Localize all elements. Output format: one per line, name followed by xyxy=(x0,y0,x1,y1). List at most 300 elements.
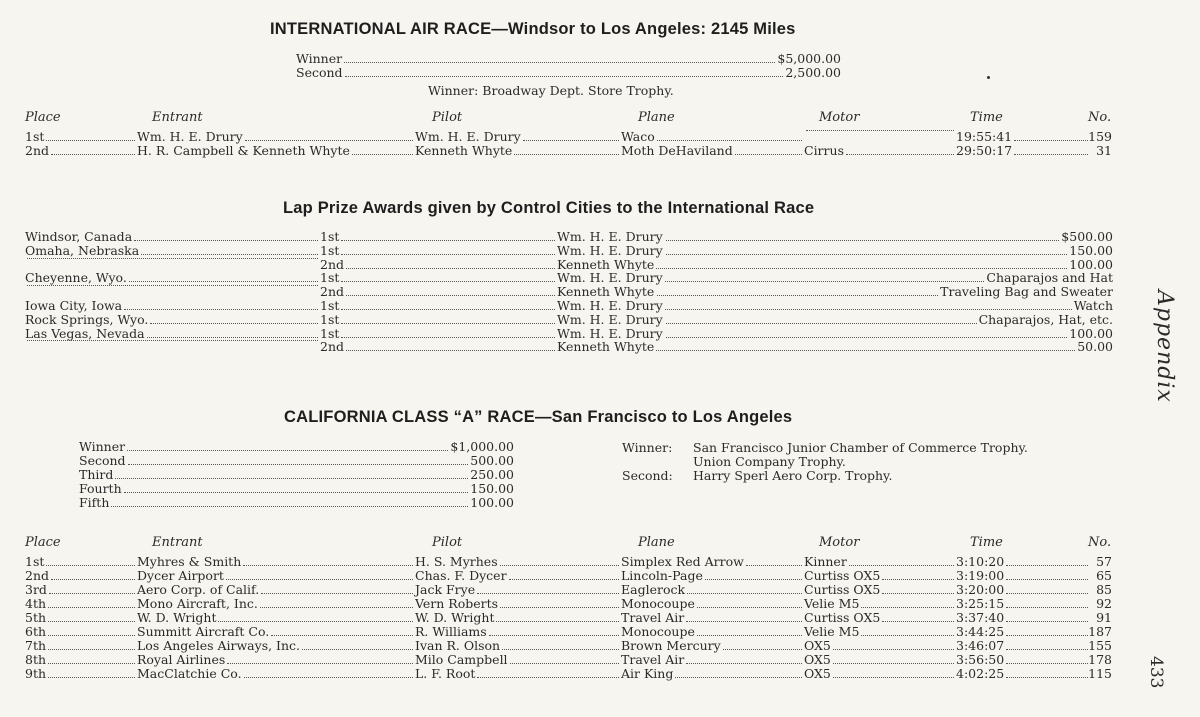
motor-text-cell xyxy=(804,597,956,611)
leader-dots xyxy=(341,337,555,338)
leader-dots xyxy=(341,254,555,255)
leader-dots xyxy=(882,593,954,594)
leader-dots xyxy=(46,565,135,566)
leader-dots xyxy=(1006,649,1088,650)
result-row xyxy=(0,569,1200,583)
leader-dots xyxy=(48,677,135,678)
leader-dots xyxy=(243,565,413,566)
leader-dots xyxy=(124,492,469,493)
city-text-cell xyxy=(25,299,320,313)
motor-text-cell xyxy=(804,653,956,667)
time-text: 4:02:25 xyxy=(956,666,1005,681)
place-text-cell xyxy=(25,583,137,597)
header-place: Place xyxy=(25,535,61,550)
time-text: 3:25:15 xyxy=(956,596,1005,611)
plane-text: Monocoupe xyxy=(621,596,695,611)
leader-dots xyxy=(675,677,802,678)
plane-text: Waco xyxy=(621,129,655,144)
place-text-cell xyxy=(320,313,557,327)
leader-dots xyxy=(46,140,135,141)
motor-text: Curtiss OX5 xyxy=(804,610,881,625)
time-text-cell xyxy=(956,667,1090,681)
place-text: 1st xyxy=(320,311,340,327)
leader-dots xyxy=(27,285,318,286)
leader-dots xyxy=(806,130,954,131)
entrant-text-cell xyxy=(137,583,415,597)
leader-dots xyxy=(218,621,413,622)
leader-dots xyxy=(27,258,318,259)
entrant-text: Myhres & Smith xyxy=(137,554,242,569)
plane-text-cell xyxy=(621,583,804,597)
place-text: 6th xyxy=(25,624,47,639)
leader-dots xyxy=(657,140,802,141)
leader-dots xyxy=(1006,579,1088,580)
place-text-cell xyxy=(25,569,137,583)
entrant-text-cell xyxy=(137,555,415,569)
prize-row xyxy=(0,66,1200,80)
header-time: Time xyxy=(970,535,1003,550)
plane-text-cell xyxy=(621,653,804,667)
no-text: 155 xyxy=(1088,638,1112,653)
leader-dots xyxy=(244,677,413,678)
leader-dots xyxy=(1014,140,1088,141)
entrant-text: W. D. Wright xyxy=(137,610,217,625)
place-text: 2nd xyxy=(25,568,50,583)
leader-dots xyxy=(227,663,413,664)
time-text: 3:56:50 xyxy=(956,652,1005,667)
trophy-text: San Francisco Junior Chamber of Commerce Trophy. xyxy=(693,440,1028,455)
place-text-cell xyxy=(320,244,557,258)
motor-text: Curtiss OX5 xyxy=(804,568,881,583)
pilot-text: Wm. H. E. Drury xyxy=(557,242,663,258)
leader-dots xyxy=(1006,593,1088,594)
leader-dots xyxy=(1006,677,1088,678)
motor-text-cell xyxy=(804,667,956,681)
entrant-text-cell xyxy=(137,144,415,158)
leader-dots xyxy=(1006,607,1088,608)
pilot-text: Wm. H. E. Drury xyxy=(557,229,663,244)
entrant-text: Mono Aircraft, Inc. xyxy=(137,596,258,611)
leader-dots xyxy=(1014,154,1088,155)
time-text-cell xyxy=(956,639,1090,653)
city-text-cell xyxy=(25,230,320,244)
leader-dots xyxy=(849,565,954,566)
city-text-cell xyxy=(25,271,320,285)
pilot-text: W. D. Wright xyxy=(415,610,495,625)
prize-label: Second xyxy=(296,65,343,80)
motor-text-cell xyxy=(804,611,956,625)
leader-dots xyxy=(686,621,802,622)
pilot-text-cell xyxy=(415,611,621,625)
leader-dots xyxy=(514,154,619,155)
pilot-text: R. Williams xyxy=(415,624,487,639)
leader-dots xyxy=(502,649,619,650)
result-row xyxy=(0,144,1200,158)
leader-dots xyxy=(124,309,318,310)
leader-dots xyxy=(115,478,468,479)
plane-text-cell xyxy=(621,625,804,639)
lap-award-text: 50.00 xyxy=(1077,339,1113,355)
time-text-cell xyxy=(956,555,1090,569)
leader-dots xyxy=(346,268,555,269)
entrant-text: Los Angeles Airways, Inc. xyxy=(137,638,301,653)
pilot-text: Kenneth Whyte xyxy=(557,339,655,355)
entrant-text-cell xyxy=(137,653,415,667)
time-text-cell xyxy=(956,583,1090,597)
calif-table-header xyxy=(0,536,1200,550)
lap-award-text: Chaparajos and Hat xyxy=(986,270,1113,286)
pilot-text-cell xyxy=(415,569,621,583)
entrant-text: Royal Airlines xyxy=(137,652,226,667)
leader-dots xyxy=(697,635,802,636)
prize-amount: $5,000.00 xyxy=(777,51,841,66)
header-plane: Plane xyxy=(638,535,675,550)
place-text: 2nd xyxy=(320,284,345,300)
time-text-cell xyxy=(956,611,1090,625)
leader-dots xyxy=(846,154,954,155)
entrant-text-cell xyxy=(137,625,415,639)
city-text: Omaha, Nebraska xyxy=(25,242,140,258)
leader-dots xyxy=(723,649,802,650)
place-text-cell xyxy=(320,258,557,272)
pilot-text: H. S. Myrhes xyxy=(415,554,498,569)
leader-dots xyxy=(687,593,802,594)
leader-dots xyxy=(341,240,555,241)
result-row xyxy=(0,667,1200,681)
place-text: 5th xyxy=(25,610,47,625)
prize-row xyxy=(0,52,1200,66)
place-text-cell xyxy=(320,230,557,244)
time-text: 3:19:00 xyxy=(956,568,1005,583)
leader-dots xyxy=(833,649,954,650)
leader-dots xyxy=(346,295,555,296)
leader-dots xyxy=(1006,621,1088,622)
leader-dots xyxy=(686,663,802,664)
place-text: 1st xyxy=(25,554,45,569)
place-text-cell xyxy=(320,299,557,313)
prize-cell xyxy=(79,482,514,496)
no-text: 92 xyxy=(1096,596,1112,611)
prize-cell xyxy=(79,454,514,468)
plane-text-cell xyxy=(621,597,804,611)
leader-dots xyxy=(260,607,413,608)
result-row xyxy=(0,583,1200,597)
plane-text: Travel Air xyxy=(621,652,685,667)
prize-cell xyxy=(79,468,514,482)
plane-text: Monocoupe xyxy=(621,624,695,639)
pilot-text: Milo Campbell xyxy=(415,652,508,667)
motor-text: Curtiss OX5 xyxy=(804,582,881,597)
city-text: Rock Springs, Wyo. xyxy=(25,311,149,327)
pilot-text: Kenneth Whyte xyxy=(557,256,655,272)
lap-award-text: 100.00 xyxy=(1069,325,1113,341)
leader-dots xyxy=(341,323,555,324)
place-text-cell xyxy=(25,144,137,158)
leader-dots xyxy=(477,677,619,678)
entrant-text-cell xyxy=(137,130,415,144)
leader-dots xyxy=(302,649,413,650)
lap-award-text: $500.00 xyxy=(1061,229,1113,244)
motor-text-cell xyxy=(804,130,956,144)
entrant-text: Aero Corp. of Calif. xyxy=(137,582,260,597)
lap-award-text: Traveling Bag and Sweater xyxy=(940,284,1113,300)
plane-text-cell xyxy=(621,667,804,681)
ink-speck xyxy=(987,76,990,79)
place-text: 3rd xyxy=(25,582,47,597)
prize-amount: 250.00 xyxy=(470,467,514,482)
prize-row xyxy=(0,468,1200,482)
leader-dots xyxy=(245,140,413,141)
leader-dots xyxy=(51,154,135,155)
entrant-text-cell xyxy=(137,667,415,681)
plane-text-cell xyxy=(621,611,804,625)
time-text-cell xyxy=(956,625,1090,639)
pilot-text-cell xyxy=(415,667,621,681)
entrant-text: H. R. Campbell & Kenneth Whyte xyxy=(137,143,350,158)
result-row xyxy=(0,130,1200,144)
header-motor: Motor xyxy=(819,535,860,550)
leader-dots xyxy=(861,635,954,636)
pilot-text: Wm. H. E. Drury xyxy=(557,298,663,313)
header-pilot: Pilot xyxy=(432,535,463,550)
lap-row xyxy=(0,313,1200,327)
leader-dots xyxy=(523,140,619,141)
lap-row xyxy=(0,299,1200,313)
place-text: 1st xyxy=(320,270,340,286)
leader-dots xyxy=(1006,565,1088,566)
plane-text-cell xyxy=(621,639,804,653)
lap-row xyxy=(0,244,1200,258)
leader-dots xyxy=(833,677,954,678)
header-pilot: Pilot xyxy=(432,110,463,125)
intl-race-title: INTERNATIONAL AIR RACE—Windsor to Los Angeles: 2145 Miles xyxy=(270,20,796,38)
leader-dots xyxy=(510,663,619,664)
city-text: Iowa City, Iowa xyxy=(25,298,123,313)
prize-label: Third xyxy=(79,467,114,482)
prize-amount: 150.00 xyxy=(470,481,514,496)
header-entrant: Entrant xyxy=(152,535,203,550)
plane-text: Brown Mercury xyxy=(621,638,721,653)
result-row xyxy=(0,653,1200,667)
intl-table-header xyxy=(0,111,1200,125)
pilot-text-cell xyxy=(415,555,621,569)
entrant-text: Summitt Aircraft Co. xyxy=(137,624,270,639)
motor-text: Velie M5 xyxy=(804,624,860,639)
leader-dots xyxy=(1006,635,1088,636)
place-text-cell xyxy=(320,271,557,285)
pilot-text-cell xyxy=(415,583,621,597)
place-text-cell xyxy=(25,555,137,569)
leader-dots xyxy=(341,281,555,282)
leader-dots xyxy=(861,607,954,608)
leader-dots xyxy=(746,565,802,566)
time-text: 3:37:40 xyxy=(956,610,1005,625)
leader-dots xyxy=(352,154,413,155)
place-text: 2nd xyxy=(25,143,50,158)
header-motor: Motor xyxy=(819,110,860,125)
place-text-cell xyxy=(25,597,137,611)
time-text-cell xyxy=(956,144,1090,158)
pilot-text: L. F. Root xyxy=(415,666,476,681)
page-number: 433 xyxy=(1146,656,1166,689)
leader-dots xyxy=(697,607,802,608)
entrant-text-cell xyxy=(137,597,415,611)
motor-text: Kinner xyxy=(804,554,847,569)
lap-row xyxy=(0,340,1200,354)
leader-dots xyxy=(48,621,135,622)
pilot-text: Kenneth Whyte xyxy=(557,284,655,300)
pilot-text: Wm. H. E. Drury xyxy=(415,129,521,144)
prize-row xyxy=(0,482,1200,496)
motor-text: OX5 xyxy=(804,638,831,653)
motor-text-cell xyxy=(804,639,956,653)
lap-award-text: Watch xyxy=(1073,298,1113,313)
result-row xyxy=(0,625,1200,639)
leader-dots xyxy=(48,635,135,636)
time-text-cell xyxy=(956,653,1090,667)
trophy-text: Harry Sperl Aero Corp. Trophy. xyxy=(693,468,893,483)
time-text-cell xyxy=(956,569,1090,583)
appendix-running-head: Appendix xyxy=(1152,290,1177,403)
leader-dots xyxy=(150,323,318,324)
motor-text: Cirrus xyxy=(804,143,844,158)
prize-amount: 2,500.00 xyxy=(785,65,841,80)
leader-dots xyxy=(48,607,135,608)
pilot-text-cell xyxy=(415,639,621,653)
no-text: 65 xyxy=(1096,568,1112,583)
leader-dots xyxy=(147,337,318,338)
header-plane: Plane xyxy=(638,110,675,125)
time-text: 29:50:17 xyxy=(956,143,1013,158)
no-text: 187 xyxy=(1088,624,1112,639)
place-text-cell xyxy=(25,611,137,625)
entrant-text-cell xyxy=(137,639,415,653)
place-text-cell xyxy=(320,340,557,354)
prize-label: Winner xyxy=(79,439,126,454)
place-text-cell xyxy=(25,667,137,681)
result-row xyxy=(0,639,1200,653)
leader-dots xyxy=(271,635,413,636)
no-text: 85 xyxy=(1096,582,1112,597)
prize-label: Fourth xyxy=(79,481,122,496)
place-text: 8th xyxy=(25,652,47,667)
pilot-text-cell xyxy=(415,597,621,611)
city-text-cell xyxy=(25,340,320,354)
time-text: 3:20:00 xyxy=(956,582,1005,597)
place-text: 1st xyxy=(320,229,340,244)
plane-text: Air King xyxy=(621,666,674,681)
pilot-text: Wm. H. E. Drury xyxy=(557,270,663,286)
place-text-cell xyxy=(25,639,137,653)
pilot-text: Wm. H. E. Drury xyxy=(557,311,663,327)
no-text: 159 xyxy=(1088,129,1112,144)
leader-dots xyxy=(134,240,318,241)
prize-row xyxy=(0,454,1200,468)
trophy-text: Union Company Trophy. xyxy=(693,454,846,469)
leader-dots xyxy=(49,593,135,594)
prize-cell xyxy=(79,496,514,510)
leader-dots xyxy=(1006,663,1088,664)
prize-label: Winner xyxy=(296,51,343,66)
lap-row xyxy=(0,230,1200,244)
prize-row xyxy=(0,496,1200,510)
leader-dots xyxy=(509,579,619,580)
leader-dots xyxy=(27,340,318,341)
place-text: 1st xyxy=(320,325,340,341)
leader-dots xyxy=(477,593,619,594)
header-time: Time xyxy=(970,110,1003,125)
header-entrant: Entrant xyxy=(152,110,203,125)
place-text-cell xyxy=(25,130,137,144)
pilot-text: Jack Frye xyxy=(415,582,476,597)
city-text-cell xyxy=(25,327,320,341)
pilot-text-cell xyxy=(415,625,621,639)
no-text: 31 xyxy=(1096,143,1112,158)
time-text: 3:46:07 xyxy=(956,638,1005,653)
place-text-cell xyxy=(320,327,557,341)
entrant-text-cell xyxy=(137,611,415,625)
leader-dots xyxy=(51,579,135,580)
city-text-cell xyxy=(25,244,320,258)
no-text: 115 xyxy=(1088,666,1112,681)
pilot-text: Chas. F. Dycer xyxy=(415,568,507,583)
pilot-text-cell xyxy=(415,653,621,667)
plane-text: Travel Air xyxy=(621,610,685,625)
prize-amount: 500.00 xyxy=(470,453,514,468)
motor-text-cell xyxy=(804,625,956,639)
intl-trophy-note: Winner: Broadway Dept. Store Trophy. xyxy=(428,83,674,98)
header-place: Place xyxy=(25,110,61,125)
leader-dots xyxy=(882,621,954,622)
leader-dots xyxy=(48,663,135,664)
no-text: 57 xyxy=(1096,554,1112,569)
plane-text: Simplex Red Arrow xyxy=(621,554,744,569)
motor-text-cell xyxy=(804,583,956,597)
leader-dots xyxy=(129,281,318,282)
leader-dots xyxy=(882,579,954,580)
motor-text: OX5 xyxy=(804,666,831,681)
leader-dots xyxy=(341,309,555,310)
time-text: 3:44:25 xyxy=(956,624,1005,639)
prize-label: Fifth xyxy=(79,495,110,510)
leader-dots xyxy=(735,154,802,155)
leader-dots xyxy=(111,506,468,507)
result-row xyxy=(0,611,1200,625)
time-text: 19:55:41 xyxy=(956,129,1013,144)
motor-text-cell xyxy=(804,569,956,583)
motor-text-cell xyxy=(804,144,956,158)
pilot-text: Ivan R. Olson xyxy=(415,638,501,653)
motor-text: OX5 xyxy=(804,652,831,667)
place-text-cell xyxy=(25,653,137,667)
plane-text-cell xyxy=(621,569,804,583)
plane-text: Eaglerock xyxy=(621,582,686,597)
time-text-cell xyxy=(956,597,1090,611)
place-text: 1st xyxy=(25,129,45,144)
prize-label: Second xyxy=(79,453,126,468)
lap-award-text: 100.00 xyxy=(1069,256,1113,272)
no-text: 91 xyxy=(1096,610,1112,625)
plane-text: Moth DeHaviland xyxy=(621,143,733,158)
pilot-text: Kenneth Whyte xyxy=(415,143,513,158)
place-text: 1st xyxy=(320,242,340,258)
pilot-text-cell xyxy=(415,130,621,144)
city-text-cell xyxy=(25,313,320,327)
place-text: 2nd xyxy=(320,339,345,355)
leader-dots xyxy=(346,350,555,351)
plane-text-cell xyxy=(621,555,804,569)
header-no: No. xyxy=(1088,535,1112,550)
